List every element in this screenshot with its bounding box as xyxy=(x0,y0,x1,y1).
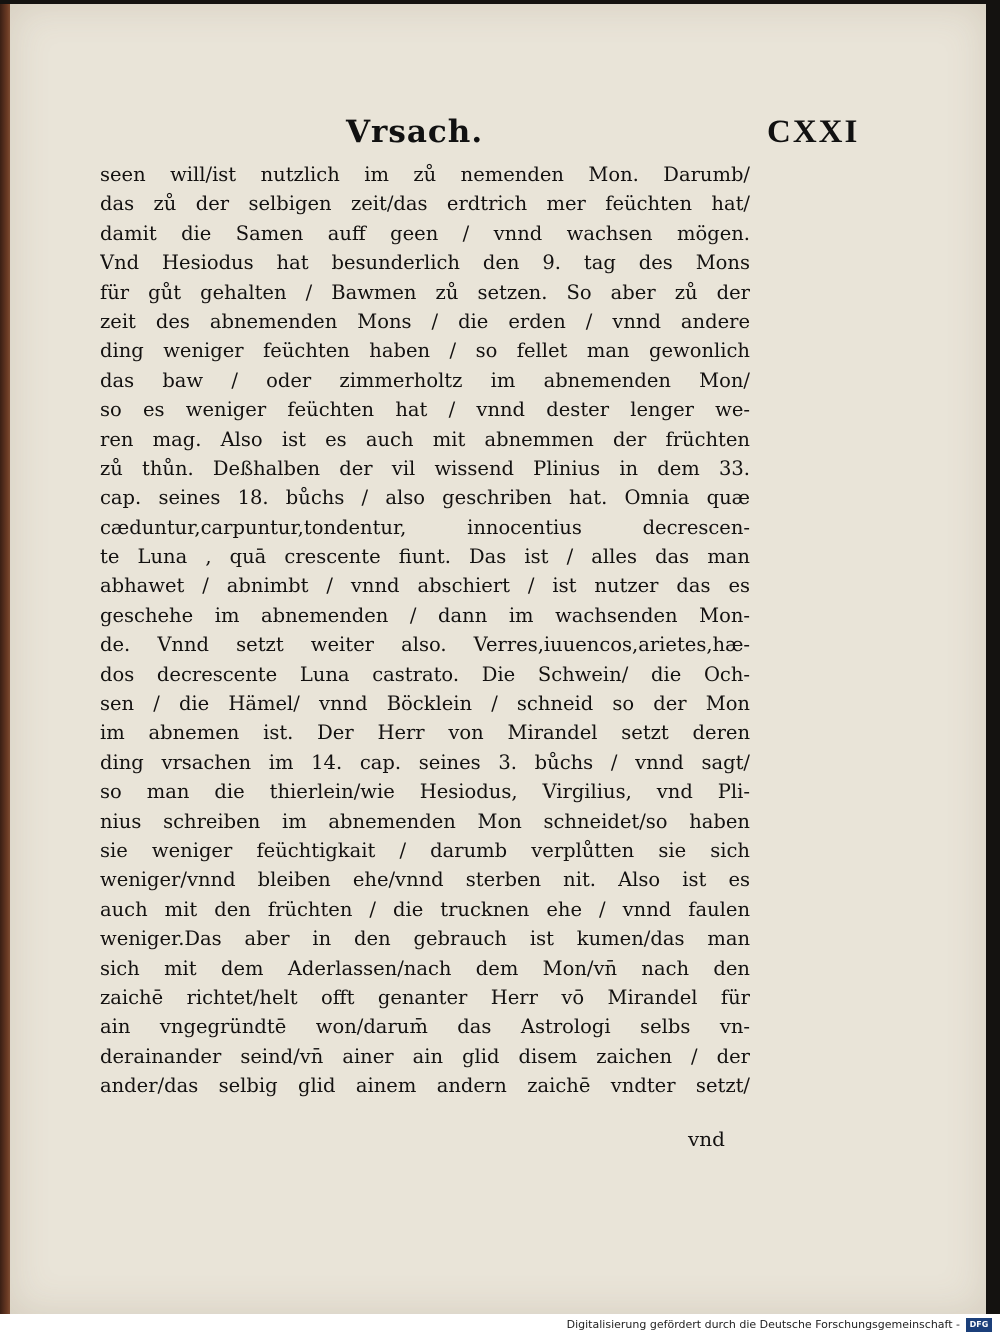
text-line: so es weniger feüchten hat / vnnd dester lenger we- xyxy=(100,398,750,422)
text-line: abhawet / abnimbt / vnnd abschiert / ist nutzer das es xyxy=(100,574,750,598)
catchword: vnd xyxy=(688,1127,725,1151)
folio-number: CXXI xyxy=(767,114,860,150)
text-line: nius schreiben im abnemenden Mon schneidet/so haben xyxy=(100,809,750,833)
text-line: ding vrsachen im 14. cap. seines 3. bůchs / vnnd sagt/ xyxy=(100,750,750,774)
text-line: Vnd Hesiodus hat besunderlich den 9. tag des Mons xyxy=(100,251,750,275)
text-line: damit die Samen auff geen / vnnd wachsen mögen. xyxy=(100,221,750,245)
text-line: sen / die Hämel/ vnnd Böcklein / schneid so der Mon xyxy=(100,692,750,716)
text-line: sich mit dem Aderlassen/nach dem Mon/vn̄ nach den xyxy=(100,956,750,980)
text-line: auch mit den früchten / die trucknen ehe / vnnd faulen xyxy=(100,897,750,921)
funding-credit: Digitalisierung gefördert durch die Deutsche Forschungsgemeinschaft - xyxy=(566,1318,960,1331)
dfg-logo: DFG xyxy=(966,1318,992,1332)
text-line: zaichē richtet/helt offt genanter Herr vō Mirandel für xyxy=(100,985,750,1009)
text-line: geschehe im abnemenden / dann im wachsenden Mon- xyxy=(100,603,750,627)
text-line: weniger.Das aber in den gebrauch ist kumen/das man xyxy=(100,927,750,951)
text-line: de. Vnnd setzt weiter also. Verres,iuuencos,arietes,hæ- xyxy=(100,633,750,657)
text-line: ander/das selbig glid ainem andern zaichē vndter setzt/ xyxy=(100,1074,750,1098)
body-text xyxy=(100,160,750,1101)
text-line: so man die thierlein/wie Hesiodus, Virgilius, vnd Pli- xyxy=(100,780,750,804)
text-line: cæduntur,carpuntur,tondentur, innocentius decrescen- xyxy=(100,515,750,539)
text-line: sie weniger feüchtigkait / darumb verplůtten sie sich xyxy=(100,838,750,862)
text-line: te Luna , quā crescente fiunt. Das ist / alles das man xyxy=(100,545,750,569)
text-line: dos decrescente Luna castrato. Die Schwein/ die Och- xyxy=(100,662,750,686)
text-line: für gůt gehalten / Bawmen zů setzen. So aber zů der xyxy=(100,280,750,304)
text-line: zeit des abnemenden Mons / die erden / vnnd andere xyxy=(100,309,750,333)
digitization-footer xyxy=(0,1314,1000,1338)
page-header xyxy=(10,104,986,164)
text-line: seen will/ist nutzlich im zů nemenden Mon. Darumb/ xyxy=(100,163,750,186)
text-line: derainander seind/vn̄ ainer ain glid disem zaichen / der xyxy=(100,1044,750,1068)
text-line: ren mag. Also ist es auch mit abnemmen der früchten xyxy=(100,427,750,451)
text-line: ain vngegründtē won/darum̄ das Astrologi selbs vn- xyxy=(100,1015,750,1039)
running-head: Vrsach. xyxy=(346,114,484,150)
text-line: cap. seines 18. bůchs / also geschriben hat. Omnia quæ xyxy=(100,486,750,510)
text-line: ding weniger feüchten haben / so fellet man gewonlich xyxy=(100,339,750,363)
text-line: weniger/vnnd bleiben ehe/vnnd sterben nit. Also ist es xyxy=(100,868,750,892)
text-line: im abnemen ist. Der Herr von Mirandel setzt deren xyxy=(100,721,750,745)
text-line: das zů der selbigen zeit/das erdtrich mer feüchten hat/ xyxy=(100,192,750,216)
book-page xyxy=(10,4,986,1314)
text-line: zů thůn. Deßhalben der vil wissend Plinius in dem 33. xyxy=(100,456,750,480)
text-line: das baw / oder zimmerholtz im abnemenden Mon/ xyxy=(100,368,750,392)
